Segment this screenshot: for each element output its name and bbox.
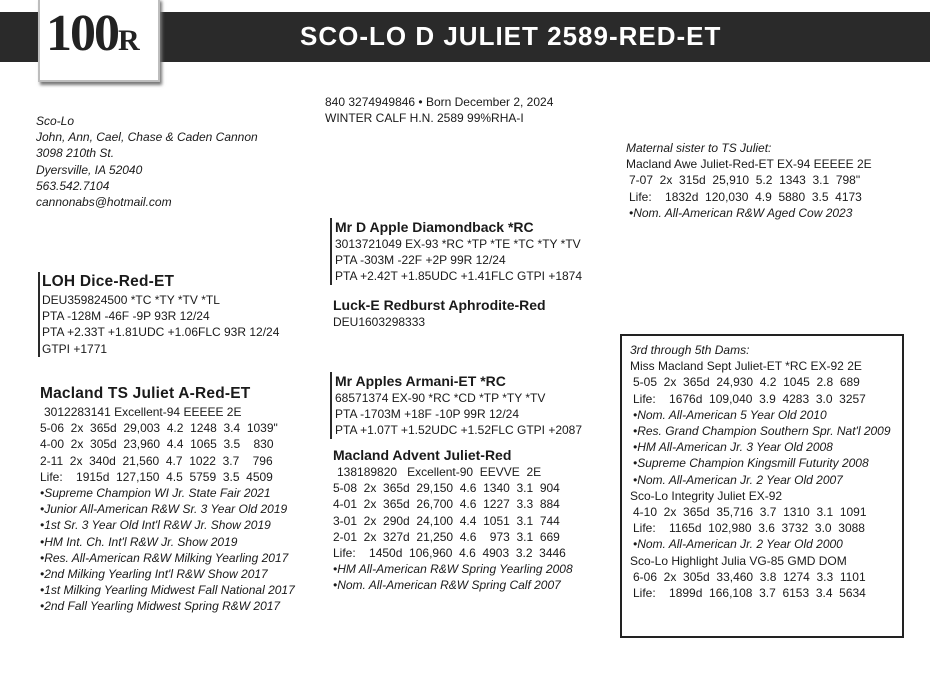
sire-dam-line: DEU1603298333 (333, 315, 426, 329)
dam-award: •2nd Fall Yearling Midwest Spring R&W 2017 (40, 599, 281, 614)
dam3-award: •Res. Grand Champion Southern Spr. Nat'l 2009 (633, 424, 891, 439)
grand-dam-award: •HM All-American R&W Spring Yearling 2008 (333, 562, 573, 577)
dam5-line: 6-06 2x 305d 33,460 3.8 1274 3.3 1101 (633, 569, 866, 584)
consignor-street: 3098 210th St. (36, 146, 115, 161)
dam-award: •1st Milking Yearling Midwest Fall National 2017 (40, 583, 295, 598)
grand-dam-line: Life: 1450d 106,960 4.6 4903 3.2 3446 (333, 546, 566, 561)
dam-line: Life: 1915d 127,150 4.5 5759 3.5 4509 (40, 469, 273, 484)
dam-sire-line: GTPI +1771 (42, 341, 108, 356)
dam4-line: 4-10 2x 365d 35,716 3.7 1310 3.1 1091 (633, 505, 867, 520)
dam-line: 3012283141 Excellent-94 EEEEE 2E (44, 405, 242, 419)
consignor-farm: Sco-Lo (36, 114, 75, 128)
dam-sire-line: PTA +2.33T +1.81UDC +1.06FLC 93R 12/24 (42, 325, 280, 340)
grand-sire-line: PTA +1.07T +1.52UDC +1.52FLC GTPI +2087 (335, 423, 583, 438)
ancestor-dams-box (620, 334, 904, 638)
sire-dam-block (333, 296, 546, 330)
dam-award: •Supreme Champion WI Jr. State Fair 2021 (40, 486, 271, 501)
dam3-name: Miss Macland Sept Juliet-ET *RC EX-92 2E (630, 359, 862, 374)
dam3-line: 5-05 2x 365d 24,930 4.2 1045 2.8 689 (633, 375, 860, 390)
dam3-award: •Supreme Champion Kingsmill Futurity 2008 (633, 456, 869, 471)
dam-line: 5-06 2x 365d 29,003 4.2 1248 3.4 1039" (40, 421, 278, 436)
animal-class-line: WINTER CALF H.N. 2589 99%RHA-I (325, 111, 524, 126)
maternal-sister-heading: Maternal sister to TS Juliet: (626, 141, 772, 155)
consignor-phone: 563.542.7104 (36, 178, 110, 193)
grand-dam-line: 3-01 2x 290d 24,100 4.4 1051 3.1 744 (333, 513, 560, 528)
sire-dam-name: Luck-E Redburst Aphrodite-Red (333, 297, 546, 313)
sire-block (330, 218, 582, 285)
lot-number: 100R (46, 5, 140, 62)
page-title: SCO-LO D JULIET 2589-RED-ET (300, 21, 722, 51)
dams-box-heading: 3rd through 5th Dams: (630, 343, 750, 357)
maternal-sister-block (626, 140, 872, 221)
dam5-line: Life: 1899d 166,108 3.7 6153 3.4 5634 (633, 586, 866, 601)
grand-sire-line: 68571374 EX-90 *RC *CD *TP *TY *TV (335, 391, 546, 405)
dam-award: •HM Int. Ch. Int'l R&W Jr. Show 2019 (40, 534, 238, 549)
sire-line: 3013721049 EX-93 *RC *TP *TE *TC *TY *TV (335, 237, 581, 251)
dam-sire-line: DEU359824500 *TC *TY *TV *TL (42, 293, 220, 307)
consignor-email: cannonabs@hotmail.com (36, 195, 172, 210)
maternal-sister-award: •Nom. All-American R&W Aged Cow 2023 (629, 205, 853, 220)
dam-sire-block (38, 272, 279, 357)
dam4-name: Sco-Lo Integrity Juliet EX-92 (630, 488, 783, 503)
consignor-city: Dyersville, IA 52040 (36, 162, 143, 177)
dam-award: •Res. All-American R&W Milking Yearling 2017 (40, 550, 289, 565)
lot-number-badge (38, 0, 160, 82)
dam-award: •1st Sr. 3 Year Old Int'l R&W Jr. Show 2019 (40, 518, 271, 533)
grand-sire-line: PTA -1703M +18F -10P 99R 12/24 (335, 407, 520, 422)
dam3-award: •HM All-American Jr. 3 Year Old 2008 (633, 440, 833, 455)
maternal-sister-line: 7-07 2x 315d 25,910 5.2 1343 3.1 798" (629, 173, 861, 188)
dam-award: •2nd Milking Yearling Int'l R&W Show 2017 (40, 567, 268, 582)
dam5-name: Sco-Lo Highlight Julia VG-85 GMD DOM (630, 553, 847, 568)
grand-dam-line: 5-08 2x 365d 29,150 4.6 1340 3.1 904 (333, 481, 560, 496)
grand-dam-line: 4-01 2x 365d 26,700 4.6 1227 3.3 884 (333, 497, 560, 512)
maternal-sister-line: Life: 1832d 120,030 4.9 5880 3.5 4173 (629, 189, 862, 204)
dam-line: 2-11 2x 340d 21,560 4.7 1022 3.7 796 (40, 453, 273, 468)
grand-dam-name: Macland Advent Juliet-Red (333, 447, 512, 463)
grand-dam-line: 2-01 2x 327d 21,250 4.6 973 3.1 669 (333, 529, 560, 544)
dam-sire-name: LOH Dice-Red-ET (42, 273, 175, 290)
grand-sire-name: Mr Apples Armani-ET *RC (335, 373, 506, 389)
dam3-award: •Nom. All-American Jr. 2 Year Old 2007 (633, 472, 843, 487)
animal-info (325, 94, 553, 126)
dam4-line: Life: 1165d 102,980 3.6 3732 3.0 3088 (633, 521, 865, 536)
sire-line: PTA +2.42T +1.85UDC +1.41FLC GTPI +1874 (335, 269, 583, 284)
consignor-names: John, Ann, Cael, Chase & Caden Cannon (36, 130, 258, 145)
dam-sire-line: PTA -128M -46F -9P 93R 12/24 (42, 309, 210, 324)
animal-id-line: 840 3274949846 • Born December 2, 2024 (325, 95, 554, 109)
grand-dam-award: •Nom. All-American R&W Spring Calf 2007 (333, 578, 561, 593)
dam3-line: Life: 1676d 109,040 3.9 4283 3.0 3257 (633, 391, 866, 406)
dam4-award: •Nom. All-American Jr. 2 Year Old 2000 (633, 537, 843, 552)
lot-suffix: R (118, 24, 140, 57)
dam3-award: •Nom. All-American 5 Year Old 2010 (633, 407, 827, 422)
dam-line: 4-00 2x 305d 23,960 4.4 1065 3.5 830 (40, 437, 274, 452)
grand-dam-block (333, 446, 573, 594)
consignor-block (36, 113, 258, 210)
dam-award: •Junior All-American R&W Sr. 3 Year Old 2019 (40, 502, 288, 517)
dam-name: Macland TS Juliet A-Red-ET (40, 385, 251, 402)
grand-sire-block (330, 372, 582, 439)
sire-name: Mr D Apple Diamondback *RC (335, 219, 534, 235)
dam-block (40, 384, 295, 615)
sire-line: PTA -303M -22F +2P 99R 12/24 (335, 253, 506, 268)
grand-dam-line: 138189820 Excellent-90 EEVVE 2E (337, 465, 542, 479)
maternal-sister-name: Macland Awe Juliet-Red-ET EX-94 EEEEE 2E (626, 157, 872, 172)
